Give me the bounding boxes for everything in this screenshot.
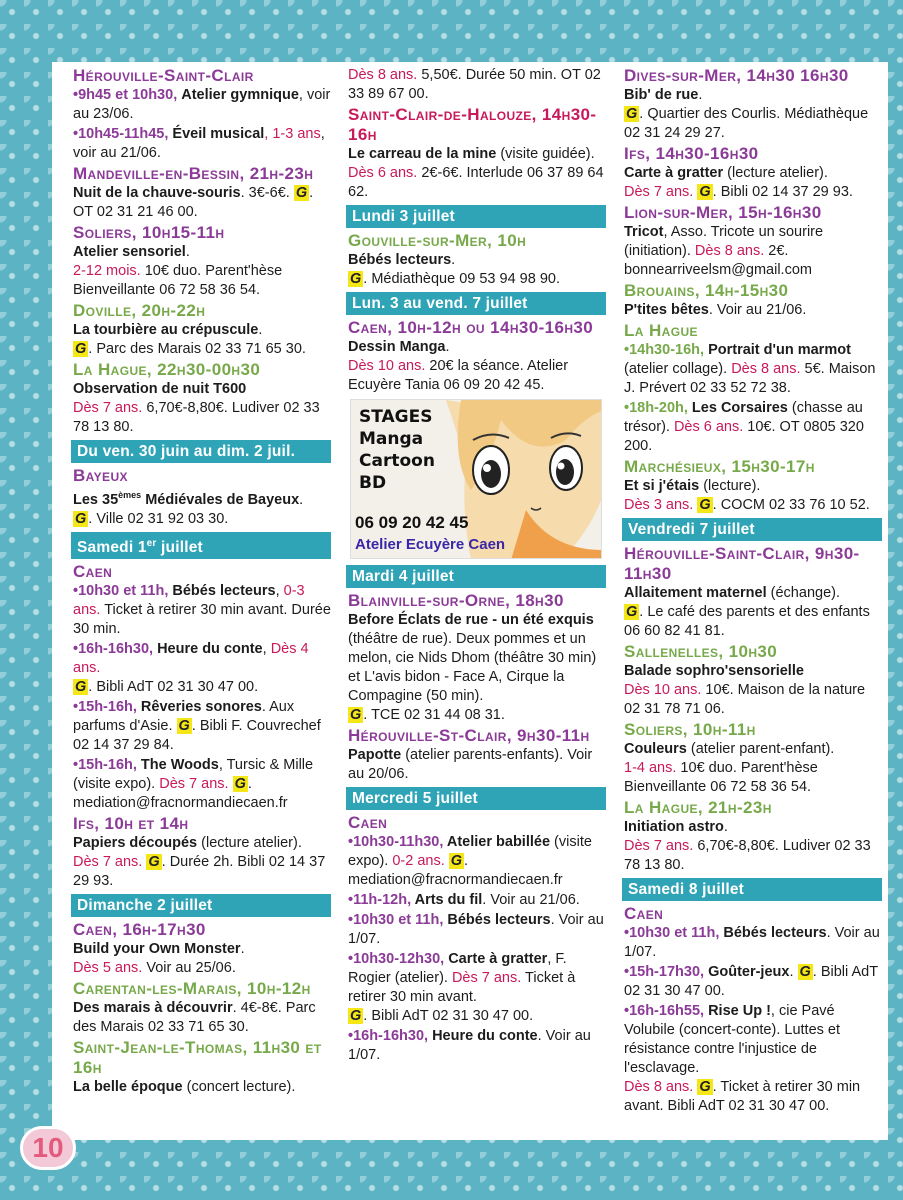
- place-heading: Caen: [348, 813, 388, 832]
- place-heading: Caen, 10h-12h ou 14h30-16h30: [348, 318, 594, 337]
- place-heading: Sallenelles, 10h30: [624, 642, 778, 661]
- event-entry: La belle époque (concert lecture).: [73, 1078, 296, 1095]
- place-heading: Marchésieux, 15h30-17h: [624, 457, 815, 476]
- event-entry: Couleurs (atelier parent-enfant). 1-4 ans. 10€ duo. Parent'hèse Bienveillante 06 72 58 36 54.: [624, 741, 835, 795]
- free-badge: G: [699, 184, 711, 200]
- event-entry: Balade sophro'sensorielle Dès 10 ans. 10€. Maison de la nature 02 31 78 71 06.: [624, 663, 866, 717]
- date-bar: Samedi 8 juillet: [622, 878, 882, 901]
- place-heading: Hérouville-St-Clair, 9h30-11h: [348, 726, 590, 745]
- event-entry: La tourbière au crépuscule. G . Parc des Marais 02 33 71 65 30.: [73, 322, 306, 357]
- event-entry: Le carreau de la mine (visite guidée). Dès 6 ans. 2€-6€. Interlude 06 37 89 64 62.: [348, 146, 604, 200]
- event-entry: Tricot, Asso. Tricote un sourire (initiation). Dès 8 ans. 2€. bonnearriveelsm@gmail.com: [624, 224, 824, 278]
- place-heading: Lion-sur-Mer, 15h-16h30: [624, 203, 822, 222]
- free-badge: G: [75, 341, 87, 357]
- free-badge: G: [626, 106, 638, 122]
- event-entry: •15h-16h, The Woods, Tursic & Mille (visite expo). Dès 7 ans. G . mediation@fracnormandiecaen.fr: [73, 756, 314, 811]
- free-badge: G: [799, 964, 811, 980]
- event-entry: Bébés lecteurs. G . Médiathèque 09 53 94 98 90.: [348, 252, 560, 287]
- date-bar: Lundi 3 juillet: [346, 205, 606, 228]
- free-badge: G: [295, 185, 308, 201]
- event-entry: Et si j'étais (lecture). Dès 3 ans. G . COCM 02 33 76 10 52.: [624, 478, 870, 513]
- free-badge: G: [178, 717, 190, 734]
- place-heading: Soliers, 10h15-11h: [73, 223, 225, 242]
- event-entry: Allaitement maternel (échange). G . Le café des parents et des enfants 06 60 82 41 81.: [624, 585, 870, 639]
- place-heading: Soliers, 10h-11h: [624, 720, 756, 739]
- date-bar: Lun. 3 au vend. 7 juillet: [346, 292, 606, 315]
- event-entry: •15h-17h30, Goûter-jeux. G . Bibli AdT 02 31 30 47 00.: [624, 964, 878, 999]
- date-bar: Du ven. 30 juin au dim. 2 juil.: [71, 440, 331, 463]
- event-entry: •10h30 et 11h, Bébés lecteurs. Voir au 1/07.: [624, 925, 880, 960]
- free-badge: G: [234, 775, 246, 792]
- event-entry: Build your Own Monster. Dès 5 ans. Voir au 25/06.: [73, 940, 245, 976]
- event-entry: •16h-16h30, Heure du conte, Dès 4 ans. G . Bibli AdT 02 31 30 47 00.: [73, 640, 309, 695]
- place-heading: Hérouville-Saint-Clair: [73, 66, 254, 85]
- place-heading: Gouville-sur-Mer, 10h: [348, 231, 527, 250]
- free-badge: G: [450, 853, 463, 869]
- event-entry: Bib' de rue. G . Quartier des Courlis. Médiathèque 02 31 24 29 27.: [624, 87, 869, 141]
- column-2: [348, 66, 606, 1066]
- place-heading: Doville, 20h-22h: [73, 301, 206, 320]
- place-heading: Carentan-les-Marais, 10h-12h: [73, 978, 311, 998]
- ad-text: STAGES Manga Cartoon BD: [359, 407, 435, 493]
- event-entry: •16h-16h55, Rise Up !, cie Pavé Volubile (concert-conte). Luttes et résistance contre l'injustice de l'esclavage. Dès 8 ans. G . Ticket à retirer 30 min avant. Bibli AdT 02 31 30 47 00.: [624, 1003, 861, 1114]
- event-entry: Atelier sensoriel. 2-12 mois. 10€ duo. Parent'hèse Bienveillante 06 72 58 36 54.: [73, 244, 283, 298]
- event-entry: •10h30-11h30, Atelier babillée (visite expo). 0-2 ans. G . mediation@fracnormandiecaen.fr: [348, 834, 592, 888]
- place-heading: Bayeux: [73, 466, 128, 485]
- event-entry: Nuit de la chauve-souris. 3€-6€. G . OT 02 31 21 46 00.: [73, 185, 314, 220]
- place-heading: Caen, 16h-17h30: [73, 919, 206, 939]
- event-entry: Carte à gratter (lecture atelier). Dès 7 ans. G . Bibli 02 14 37 29 93.: [624, 165, 853, 200]
- event-entry: Before Éclats de rue - un été exquis (théâtre de rue). Deux pommes et un melon, cie Nids Dhom (théâtre 30 min) et L'avis bidon - Face A, Cirque la Compagine (50 min). G . TCE 02 31 44 08 31.: [348, 612, 597, 723]
- event-entry: Dès 8 ans. 5,50€. Durée 50 min. OT 02 33 89 67 00.: [348, 67, 601, 102]
- place-heading: Mandeville-en-Bessin, 21h-23h: [73, 164, 314, 183]
- date-bar: Samedi 1er juillet: [71, 532, 331, 559]
- place-heading: Ifs, 10h et 14h: [73, 813, 189, 833]
- event-entry: Initiation astro. Dès 7 ans. 6,70€-8,80€. Ludiver 02 33 78 13 80.: [624, 819, 871, 873]
- place-heading: La Hague: [624, 321, 698, 340]
- place-heading: Hérouville-Saint-Clair, 9h30-11h30: [624, 544, 860, 583]
- event-entry: Observation de nuit T600 Dès 7 ans. 6,70€-8,80€. Ludiver 02 33 78 13 80.: [73, 381, 320, 435]
- date-bar: Vendredi 7 juillet: [622, 518, 882, 541]
- event-entry: •10h30 et 11h, Bébés lecteurs. Voir au 1/07.: [348, 912, 604, 947]
- place-heading: Blainville-sur-Orne, 18h30: [348, 591, 564, 610]
- event-entry: •10h45-11h45, Éveil musical, 1-3 ans, voir au 21/06.: [73, 126, 325, 161]
- agenda-page: [52, 62, 888, 1140]
- date-bar: Mercredi 5 juillet: [346, 787, 606, 810]
- ad-phone: 06 09 20 42 45: [355, 513, 469, 532]
- place-heading: Dives-sur-Mer, 14h30 16h30: [624, 66, 849, 85]
- event-entry: Dessin Manga. Dès 10 ans. 20€ la séance. Atelier Ecuyère Tania 06 09 20 42 45.: [348, 339, 569, 393]
- free-badge: G: [699, 497, 711, 513]
- free-badge: G: [699, 1079, 711, 1095]
- free-badge: G: [350, 1008, 362, 1024]
- event-entry: Papotte (atelier parents-enfants). Voir au 20/06.: [348, 747, 593, 782]
- event-entry: •10h30 et 11h, Bébés lecteurs, 0-3 ans. Ticket à retirer 30 min avant. Durée 30 min.: [73, 582, 331, 637]
- event-entry: •18h-20h, Les Corsaires (chasse au trésor). Dès 6 ans. 10€. OT 0805 320 200.: [624, 400, 864, 454]
- place-heading: Brouains, 14h-15h30: [624, 281, 789, 300]
- event-entry: Papiers découpés (lecture atelier). Dès 7 ans. G . Durée 2h. Bibli 02 14 37 29 93.: [73, 834, 326, 889]
- free-badge: G: [350, 271, 362, 287]
- place-heading: Caen: [73, 561, 113, 581]
- place-heading: La Hague, 22h30-00h30: [73, 360, 261, 379]
- free-badge: G: [350, 707, 362, 723]
- column-3: [624, 66, 882, 1117]
- free-badge: G: [626, 604, 638, 620]
- place-heading: Ifs, 14h30-16h30: [624, 144, 759, 163]
- event-entry: •16h-16h30, Heure du conte. Voir au 1/07.: [348, 1028, 591, 1063]
- event-entry: •9h45 et 10h30, Atelier gymnique, voir au 23/06.: [73, 87, 331, 122]
- event-entry: Des marais à découvrir. 4€-8€. Parc des Marais 02 33 71 65 30.: [73, 999, 316, 1035]
- event-entry: P'tites bêtes. Voir au 21/06.: [624, 302, 807, 318]
- event-entry: •10h30-12h30, Carte à gratter, F. Rogier (atelier). Dès 7 ans. Ticket à retirer 30 min avant. G . Bibli AdT 02 31 30 47 00.: [348, 951, 576, 1024]
- place-heading: La Hague, 21h-23h: [624, 798, 772, 817]
- free-badge: G: [75, 510, 87, 527]
- date-bar: Mardi 4 juillet: [346, 565, 606, 588]
- ad-organizer: Atelier Ecuyère Caen: [355, 536, 506, 553]
- page-number: 10: [20, 1126, 76, 1170]
- event-entry: Les 35èmes Médiévales de Bayeux. G . Ville 02 31 92 03 30.: [73, 490, 304, 527]
- place-heading: Caen: [624, 904, 664, 923]
- place-heading: Saint-Clair-de-Halouze, 14h30-16h: [348, 105, 597, 144]
- column-1: [73, 66, 331, 1098]
- event-entry: •11h-12h, Arts du fil. Voir au 21/06.: [348, 892, 580, 908]
- manga-ad-image: [350, 399, 602, 559]
- event-entry: •14h30-16h, Portrait d'un marmot (atelier collage). Dès 8 ans. 5€. Maison J. Prévert 02 33 52 72 38.: [624, 342, 876, 396]
- place-heading: Saint-Jean-le-Thomas, 11h30 et 16h: [73, 1037, 322, 1077]
- event-entry: •15h-16h, Rêveries sonores. Aux parfums d'Asie. G . Bibli F. Couvrechef 02 14 37 29 84.: [73, 698, 321, 753]
- free-badge: G: [148, 853, 160, 870]
- free-badge: G: [75, 678, 87, 695]
- date-bar: Dimanche 2 juillet: [71, 894, 331, 917]
